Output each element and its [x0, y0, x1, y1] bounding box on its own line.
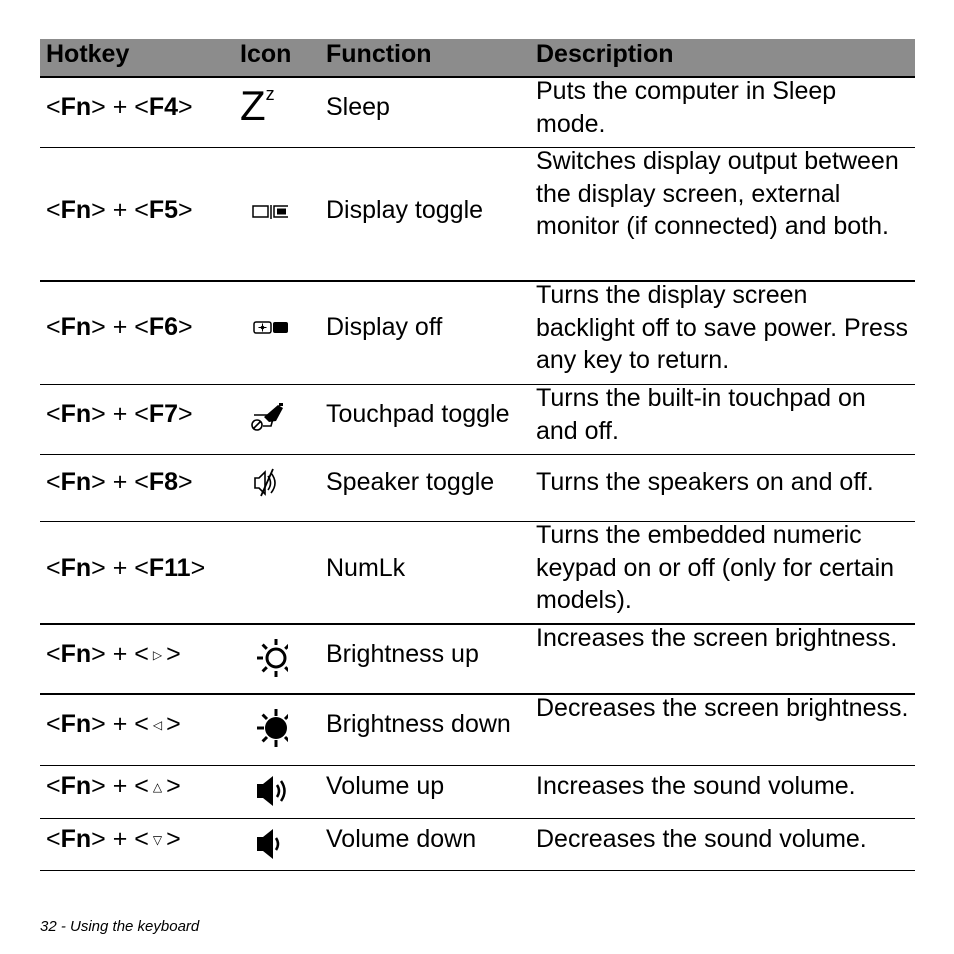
function-cell: Speaker toggle — [326, 468, 495, 496]
hotkey-cell: <Fn> + <F8> — [46, 468, 193, 496]
table-row — [40, 78, 915, 148]
hotkey-cell: <Fn> + <F11> — [46, 554, 206, 582]
table-row — [40, 625, 915, 695]
header-description: Description — [536, 40, 674, 68]
table-row — [40, 282, 915, 385]
hotkey-cell: <Fn> + <F7> — [46, 400, 193, 428]
brightness-down-icon — [240, 704, 320, 752]
table-row — [40, 819, 915, 871]
description-cell: Switches display output between the display screen, external monitor (if connected) and both. — [536, 147, 899, 240]
description-cell: Puts the computer in Sleep mode. — [536, 77, 837, 138]
hotkey-cell: <Fn> + < ◁ > — [46, 710, 181, 738]
volume-up-icon — [240, 771, 320, 811]
description-cell: Turns the display screen backlight off to save power. Press any key to return. — [536, 281, 908, 374]
function-cell: Volume down — [326, 825, 477, 853]
volume-down-icon — [240, 824, 320, 864]
hotkey-cell: <Fn> + < ▷ > — [46, 640, 181, 668]
table-row — [40, 522, 915, 625]
display-off-icon — [240, 319, 320, 339]
description-cell: Turns the embedded numeric keypad on or off (only for certain models). — [536, 521, 895, 614]
table-row — [40, 695, 915, 766]
table-row — [40, 455, 915, 522]
description-cell: Turns the speakers on and off. — [536, 468, 874, 496]
header-function: Function — [326, 40, 432, 68]
function-cell: Touchpad toggle — [326, 400, 510, 428]
description-cell: Increases the sound volume. — [536, 772, 856, 800]
header-icon: Icon — [240, 40, 292, 68]
brightness-up-icon — [240, 634, 320, 682]
function-cell: NumLk — [326, 554, 406, 582]
hotkey-cell: <Fn> + <F6> — [46, 313, 193, 341]
description-cell: Decreases the screen brightness. — [536, 694, 909, 722]
description-cell: Turns the built-in touchpad on and off. — [536, 384, 866, 445]
hotkey-cell: <Fn> + < ▽ > — [46, 825, 181, 853]
function-cell: Brightness up — [326, 640, 479, 668]
table-row — [40, 766, 915, 819]
table-row — [40, 385, 915, 455]
description-cell: Decreases the sound volume. — [536, 825, 867, 853]
table-row — [40, 148, 915, 282]
function-cell: Volume up — [326, 772, 445, 800]
function-cell: Brightness down — [326, 710, 511, 738]
hotkey-cell: <Fn> + <F4> — [46, 93, 193, 121]
function-cell: Sleep — [326, 93, 390, 121]
sleep-icon: $Z^z$ — [240, 82, 275, 129]
page-footer: 32 - Using the keyboard — [40, 918, 200, 935]
table-header — [40, 39, 915, 78]
hotkey-cell: <Fn> + < △ > — [46, 772, 181, 800]
touchpad-toggle-icon — [240, 399, 320, 433]
function-cell: Display off — [326, 313, 443, 341]
description-cell: Increases the screen brightness. — [536, 624, 898, 652]
speaker-toggle-icon — [240, 466, 320, 500]
header-hotkey: Hotkey — [46, 40, 130, 68]
hotkey-cell: <Fn> + <F5> — [46, 196, 193, 224]
display-toggle-icon — [240, 203, 320, 223]
function-cell: Display toggle — [326, 196, 484, 224]
